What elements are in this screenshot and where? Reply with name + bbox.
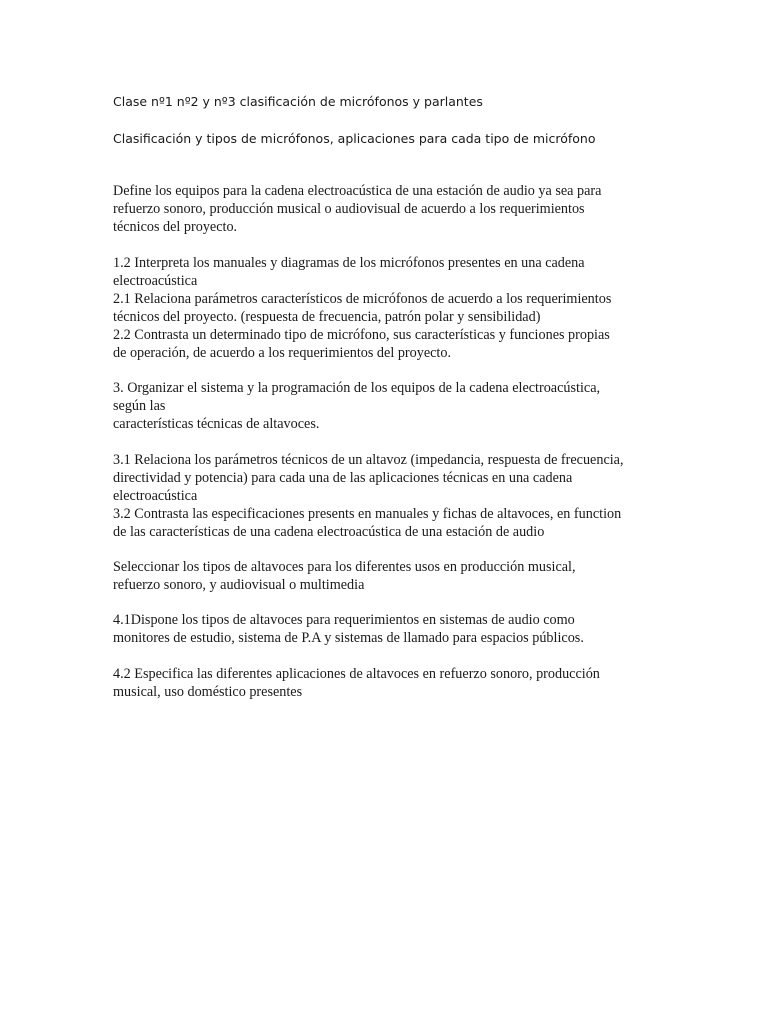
paragraph-line: musical, uso doméstico presentes <box>113 684 303 700</box>
paragraph-line: 4.2 Especifica las diferentes aplicaciones de altavoces en refuerzo sonoro, producción <box>113 666 600 682</box>
paragraph-select-speakers <box>113 558 673 594</box>
paragraph-line: 4.1Dispone los tipos de altavoces para requerimientos en sistemas de audio como <box>113 612 575 628</box>
paragraph-line: de las características de una cadena electroacústica de una estación de audio <box>113 524 545 540</box>
paragraph-microphones <box>113 254 673 362</box>
paragraph-line: 2.2 Contrasta un determinado tipo de micrófono, sus características y funciones propias <box>113 327 610 343</box>
paragraph-line: 3.1 Relaciona los parámetros técnicos de un altavoz (impedancia, respuesta de frecuencia, <box>113 452 624 468</box>
paragraph-line: según las <box>113 398 166 414</box>
paragraph-line: monitores de estudio, sistema de P.A y sistemas de llamado para espacios públicos. <box>113 630 584 646</box>
paragraph-line: técnicos del proyecto. (respuesta de frecuencia, patrón polar y sensibilidad) <box>113 309 541 325</box>
paragraph-4-1 <box>113 611 673 647</box>
paragraph-organize-system <box>113 379 673 433</box>
paragraph-line: Seleccionar los tipos de altavoces para los diferentes usos en producción musical, <box>113 559 576 575</box>
paragraph-4-2 <box>113 665 673 701</box>
paragraph-intro <box>113 182 673 236</box>
paragraph-line: electroacústica <box>113 273 198 289</box>
paragraph-line: características técnicas de altavoces. <box>113 416 320 432</box>
paragraph-line: Define los equipos para la cadena electroacústica de una estación de audio ya sea para <box>113 183 602 199</box>
paragraph-line: 2.1 Relaciona parámetros característicos de micrófonos de acuerdo a los requerimientos <box>113 291 612 307</box>
paragraph-line: refuerzo sonoro, y audiovisual o multimedia <box>113 577 365 593</box>
paragraph-line: directividad y potencia) para cada una de las aplicaciones técnicas en una cadena <box>113 470 573 486</box>
document-subtitle: Clasificación y tipos de micrófonos, aplicaciones para cada tipo de micrófono <box>113 131 596 146</box>
paragraph-line: 3. Organizar el sistema y la programación de los equipos de la cadena electroacústica, <box>113 380 601 396</box>
paragraph-line: 3.2 Contrasta las especificaciones presents en manuales y fichas de altavoces, en function <box>113 506 622 522</box>
paragraph-line: 1.2 Interpreta los manuales y diagramas de los micrófonos presentes en una cadena <box>113 255 585 271</box>
paragraph-line: electroacústica <box>113 488 198 504</box>
document-title: Clase nº1 nº2 y nº3 clasificación de micrófonos y parlantes <box>113 94 483 109</box>
paragraph-line: refuerzo sonoro, producción musical o audiovisual de acuerdo a los requerimientos <box>113 201 585 217</box>
paragraph-line: técnicos del proyecto. <box>113 219 238 235</box>
paragraph-line: de operación, de acuerdo a los requerimientos del proyecto. <box>113 345 451 361</box>
paragraph-speaker-parameters <box>113 451 673 541</box>
